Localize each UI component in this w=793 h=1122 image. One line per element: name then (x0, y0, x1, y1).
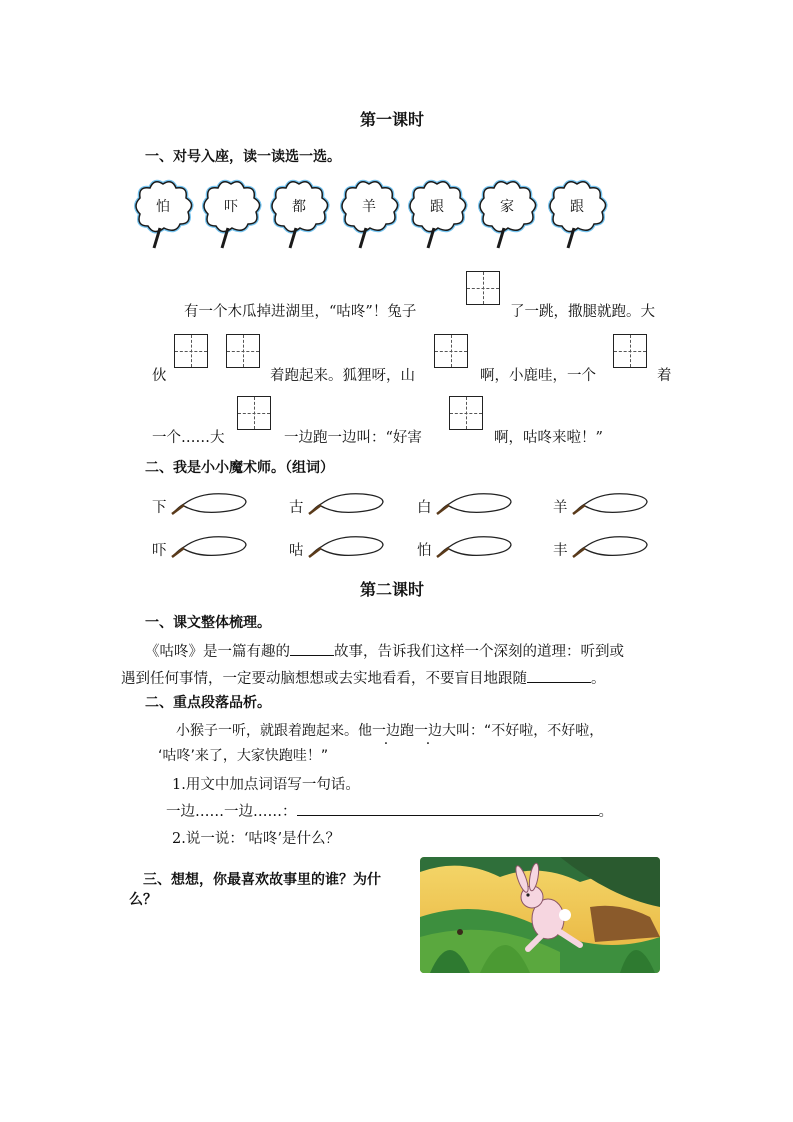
summary-blank-1[interactable] (290, 641, 334, 656)
sub-question-1: 1.用文中加点词语写一句话。 (172, 777, 360, 793)
word-char: 怕 (417, 543, 432, 559)
word-char: 古 (289, 500, 304, 516)
story-line3c: 啊，咕咚来啦！” (494, 430, 603, 446)
flower-card-4[interactable] (338, 178, 400, 250)
lesson2-title: 第二课时 (360, 580, 425, 599)
lesson1-question2: 二、我是小小魔术师。（组词） (145, 460, 334, 476)
summary-blank-2[interactable] (527, 668, 591, 683)
leaf-icon (571, 490, 651, 516)
lesson2-question2: 二、重点段落品析。 (145, 695, 271, 711)
answer-box-2[interactable] (174, 334, 208, 368)
summary-part4: 。 (591, 671, 606, 687)
sub1-answer-line[interactable] (297, 801, 599, 816)
flower-card-3[interactable] (268, 178, 330, 250)
flower-char: 跟 (570, 199, 584, 215)
summary-part3: 遇到任何事情，一定要动脑想想或去实地看看，不要盲目地跟随 (121, 671, 527, 687)
story-line2c: 啊，小鹿哇，一个 (480, 368, 596, 384)
flower-card-6[interactable] (476, 178, 538, 250)
lesson1-question1: 一、对号入座，读一读选一选。 (145, 149, 341, 165)
sub-question-2: 2.说一说：‘咕咚’是什么？ (172, 831, 341, 847)
answer-box-1[interactable] (466, 271, 500, 305)
passage-part2: 跑 (400, 723, 414, 739)
word-char: 白 (417, 500, 432, 516)
leaf-answer-2-3[interactable] (435, 533, 515, 559)
flower-card-2[interactable] (200, 178, 262, 250)
word-char: 下 (152, 500, 167, 516)
leaf-icon (170, 490, 250, 516)
summary-part2: 故事，告诉我们这样一个深刻的道理：听到或 (334, 644, 624, 660)
passage-dotted-1: 一边 (372, 723, 400, 739)
flower-card-5[interactable] (406, 178, 468, 250)
lesson2-question1: 一、课文整体梳理。 (145, 615, 271, 631)
rabbit-illustration (420, 857, 660, 973)
flower-char: 家 (500, 199, 514, 215)
passage-dotted-2: 一边 (414, 723, 442, 739)
story-line2b: 着跑起来。狐狸呀，山 (270, 368, 415, 384)
flower-card-7[interactable] (546, 178, 608, 250)
rabbit-illustration-svg (420, 857, 660, 973)
story-line2a: 伙 (152, 368, 167, 384)
answer-box-7[interactable] (449, 396, 483, 430)
leaf-icon (307, 533, 387, 559)
leaf-answer-2-2[interactable] (307, 533, 387, 559)
flower-char: 怕 (156, 199, 170, 215)
sub1-suffix: 。 (598, 804, 613, 820)
story-line3a: 一个……大 (152, 430, 225, 446)
answer-box-3[interactable] (226, 334, 260, 368)
word-char: 咕 (289, 543, 304, 559)
leaf-answer-1-3[interactable] (435, 490, 515, 516)
summary-line1 (145, 640, 624, 661)
flower-char: 羊 (362, 199, 376, 215)
leaf-answer-1-1[interactable] (170, 490, 250, 516)
answer-box-5[interactable] (613, 334, 647, 368)
leaf-icon (435, 490, 515, 516)
flower-char: 跟 (430, 199, 444, 215)
leaf-icon (435, 533, 515, 559)
answer-box-6[interactable] (237, 396, 271, 430)
sub-question-1-answer (166, 800, 613, 821)
word-char: 吓 (152, 543, 167, 559)
leaf-icon (307, 490, 387, 516)
leaf-answer-1-4[interactable] (571, 490, 651, 516)
passage-part1: 小猴子一听，就跟着跑起来。他 (176, 723, 372, 739)
lesson1-title: 第一课时 (360, 110, 425, 129)
word-char: 丰 (553, 543, 568, 559)
summary-line2 (121, 667, 606, 688)
story-line3b: 一边跑一边叫：“好害 (284, 430, 422, 446)
answer-box-4[interactable] (434, 334, 468, 368)
leaf-icon (571, 533, 651, 559)
leaf-answer-1-2[interactable] (307, 490, 387, 516)
leaf-answer-2-1[interactable] (170, 533, 250, 559)
story-line1a: 有一个木瓜掉进湖里，“咕咚”！兔子 (184, 304, 417, 320)
passage-line2: ‘咕咚’来了，大家快跑哇！” (158, 748, 329, 764)
story-line2d: 着 (657, 368, 672, 384)
lesson2-question3-line2: 么？ (129, 892, 157, 908)
word-char: 羊 (553, 500, 568, 516)
passage-line1 (176, 720, 603, 740)
leaf-answer-2-4[interactable] (571, 533, 651, 559)
passage-part3: 大叫：“不好啦，不好啦， (442, 723, 604, 739)
flower-card-1[interactable] (132, 178, 194, 250)
story-line1b: 了一跳，撒腿就跑。大 (510, 304, 655, 320)
flower-char: 都 (292, 199, 306, 215)
summary-part1: 《咕咚》是一篇有趣的 (145, 644, 290, 660)
leaf-icon (170, 533, 250, 559)
sub1-prefix: 一边……一边……： (166, 804, 297, 820)
lesson2-question3-line1: 三、想想，你最喜欢故事里的谁？为什 (143, 872, 381, 888)
flower-char: 吓 (224, 199, 238, 215)
